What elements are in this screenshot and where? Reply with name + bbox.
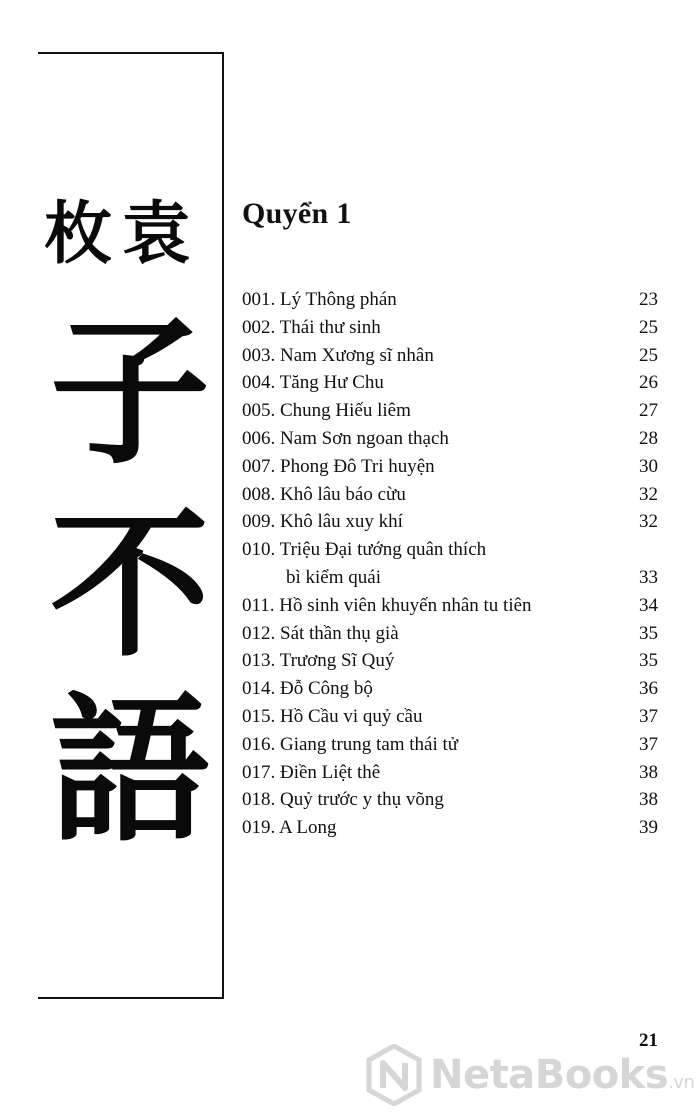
toc-entry — [242, 369, 658, 397]
toc-entry-text-continued: bì kiểm quái — [286, 566, 381, 588]
toc-entry — [242, 425, 658, 453]
toc-entry-title — [242, 647, 394, 675]
side-title-char: 枚 — [44, 194, 113, 274]
toc-entry-title — [242, 620, 399, 648]
toc-entry-title — [242, 786, 444, 814]
toc-entry-page: 37 — [639, 733, 658, 755]
toc-entry-title — [242, 342, 434, 370]
toc-entry-text: A Long — [278, 817, 337, 839]
toc-entry-text: Tăng Hư Chu — [279, 372, 384, 394]
toc-entry-page: 35 — [639, 650, 658, 672]
toc-entry — [242, 592, 658, 620]
toc-entry-number: 010. — [242, 539, 276, 561]
watermark-brand: NetaBooks — [430, 1052, 669, 1098]
toc-entry-text: Khô lâu xuy khí — [280, 511, 403, 533]
toc-entry-text: Thái thư sinh — [279, 316, 381, 338]
netabooks-logo-icon — [366, 1044, 422, 1106]
toc-entry-title — [242, 759, 380, 787]
toc-entry-text: Nam Sơn ngoan thạch — [280, 427, 449, 449]
toc-entry-text: Trương Sĩ Quý — [279, 650, 395, 672]
toc-entry-title — [242, 703, 422, 731]
toc-entry-page: 33 — [639, 566, 658, 588]
toc-entry-page: 38 — [639, 761, 658, 783]
toc-entry-text: Điền Liệt thê — [280, 761, 381, 783]
toc-entry-number: 005. — [242, 400, 276, 422]
toc-entry-text: Giang trung tam thái tử — [280, 733, 459, 755]
toc-entry — [242, 314, 658, 342]
toc-entry-text: Hồ sinh viên khuyến nhân tu tiên — [279, 594, 532, 616]
toc-entry-page: 34 — [639, 594, 658, 616]
toc-entry-title — [242, 731, 458, 759]
toc-entry-page: 25 — [639, 344, 658, 366]
toc-entry-number: 006. — [242, 427, 276, 449]
toc-entry — [242, 397, 658, 425]
toc-entry — [242, 731, 658, 759]
toc-entry-page: 25 — [639, 316, 658, 338]
toc-entry-text: Sát thần thụ già — [280, 622, 399, 644]
toc-entry-page: 35 — [639, 622, 658, 644]
toc-entry — [242, 675, 658, 703]
toc-entry-title — [242, 453, 435, 481]
toc-entry — [242, 286, 658, 314]
toc-entry-text: Phong Đô Tri huyện — [280, 455, 435, 477]
toc-entry-text: Triệu Đại tướng quân thích — [279, 539, 487, 561]
toc-entry-text: Hồ Cầu vi quỷ cầu — [280, 705, 423, 727]
toc-entry — [242, 536, 658, 592]
toc-entry-page: 28 — [639, 427, 658, 449]
toc-entry-number: 002. — [242, 316, 276, 338]
toc-entry-title — [242, 397, 411, 425]
toc-entry-page: 30 — [639, 455, 658, 477]
toc-entry — [242, 759, 658, 787]
toc-entry-page: 27 — [639, 400, 658, 422]
toc-entry-page: 23 — [639, 289, 658, 310]
toc-entry-title — [242, 508, 403, 536]
toc-entry-number: 008. — [242, 483, 276, 505]
toc-entry — [242, 814, 658, 842]
toc-entry-title — [242, 675, 373, 703]
toc-entry-title — [242, 481, 406, 509]
toc-entry-title — [242, 314, 381, 342]
toc-entry-number: 013. — [242, 650, 276, 672]
toc-entry-text: Quỷ trước y thụ võng — [280, 789, 444, 811]
toc-entry-page: 39 — [639, 817, 658, 839]
toc-entry-number: 019. — [242, 817, 276, 839]
toc-entry-text: Nam Xương sĩ nhân — [280, 344, 434, 366]
toc-entry — [242, 620, 658, 648]
toc-entry — [242, 703, 658, 731]
toc-entry-number: 011. — [242, 594, 275, 616]
watermark — [366, 1040, 694, 1110]
watermark-suffix: .vn — [668, 1072, 695, 1093]
toc-entry-title — [242, 369, 384, 397]
toc-entry-number: 003. — [242, 344, 276, 366]
toc-entry — [242, 342, 658, 370]
toc-entry-title — [242, 814, 336, 842]
toc-entry-number: 001. — [242, 289, 276, 310]
section-heading: Quyển 1 — [242, 197, 352, 230]
toc-entry-text: Chung Hiếu liêm — [280, 400, 411, 422]
toc-entry — [242, 508, 658, 536]
toc-entry-number: 007. — [242, 455, 276, 477]
toc-entry-text: Khô lâu báo cừu — [280, 483, 406, 505]
table-of-contents — [242, 286, 658, 842]
toc-entry-text: Lý Thông phán — [280, 289, 397, 310]
toc-entry-number: 004. — [242, 372, 276, 394]
toc-entry — [242, 786, 658, 814]
toc-entry-title — [242, 536, 486, 564]
toc-entry-title — [242, 286, 397, 314]
toc-entry — [242, 481, 658, 509]
toc-entry-title — [242, 425, 449, 453]
toc-entry — [242, 453, 658, 481]
toc-entry-page: 36 — [639, 678, 658, 700]
side-title-char: 不 — [49, 491, 210, 679]
toc-entry-title — [242, 592, 532, 620]
toc-entry-number: 012. — [242, 622, 276, 644]
side-title-char: 語 — [49, 676, 210, 864]
toc-entry-number: 009. — [242, 511, 276, 533]
toc-entry-number: 016. — [242, 733, 276, 755]
toc-entry-page: 37 — [639, 705, 658, 727]
watermark-text — [430, 1052, 694, 1098]
toc-entry-number: 014. — [242, 678, 276, 700]
toc-entry-page: 38 — [639, 789, 658, 811]
page-number: 21 — [639, 1030, 658, 1051]
toc-entry — [242, 647, 658, 675]
toc-entry-page: 32 — [639, 511, 658, 533]
toc-entry-text: Đỗ Công bộ — [280, 678, 373, 700]
toc-entry-number: 018. — [242, 789, 276, 811]
toc-entry-page: 32 — [639, 483, 658, 505]
toc-entry-number: 017. — [242, 761, 276, 783]
side-title-char: 子 — [49, 298, 210, 486]
side-title-char: 袁 — [122, 194, 191, 274]
toc-entry-number: 015. — [242, 705, 276, 727]
toc-entry-page: 26 — [639, 372, 658, 394]
